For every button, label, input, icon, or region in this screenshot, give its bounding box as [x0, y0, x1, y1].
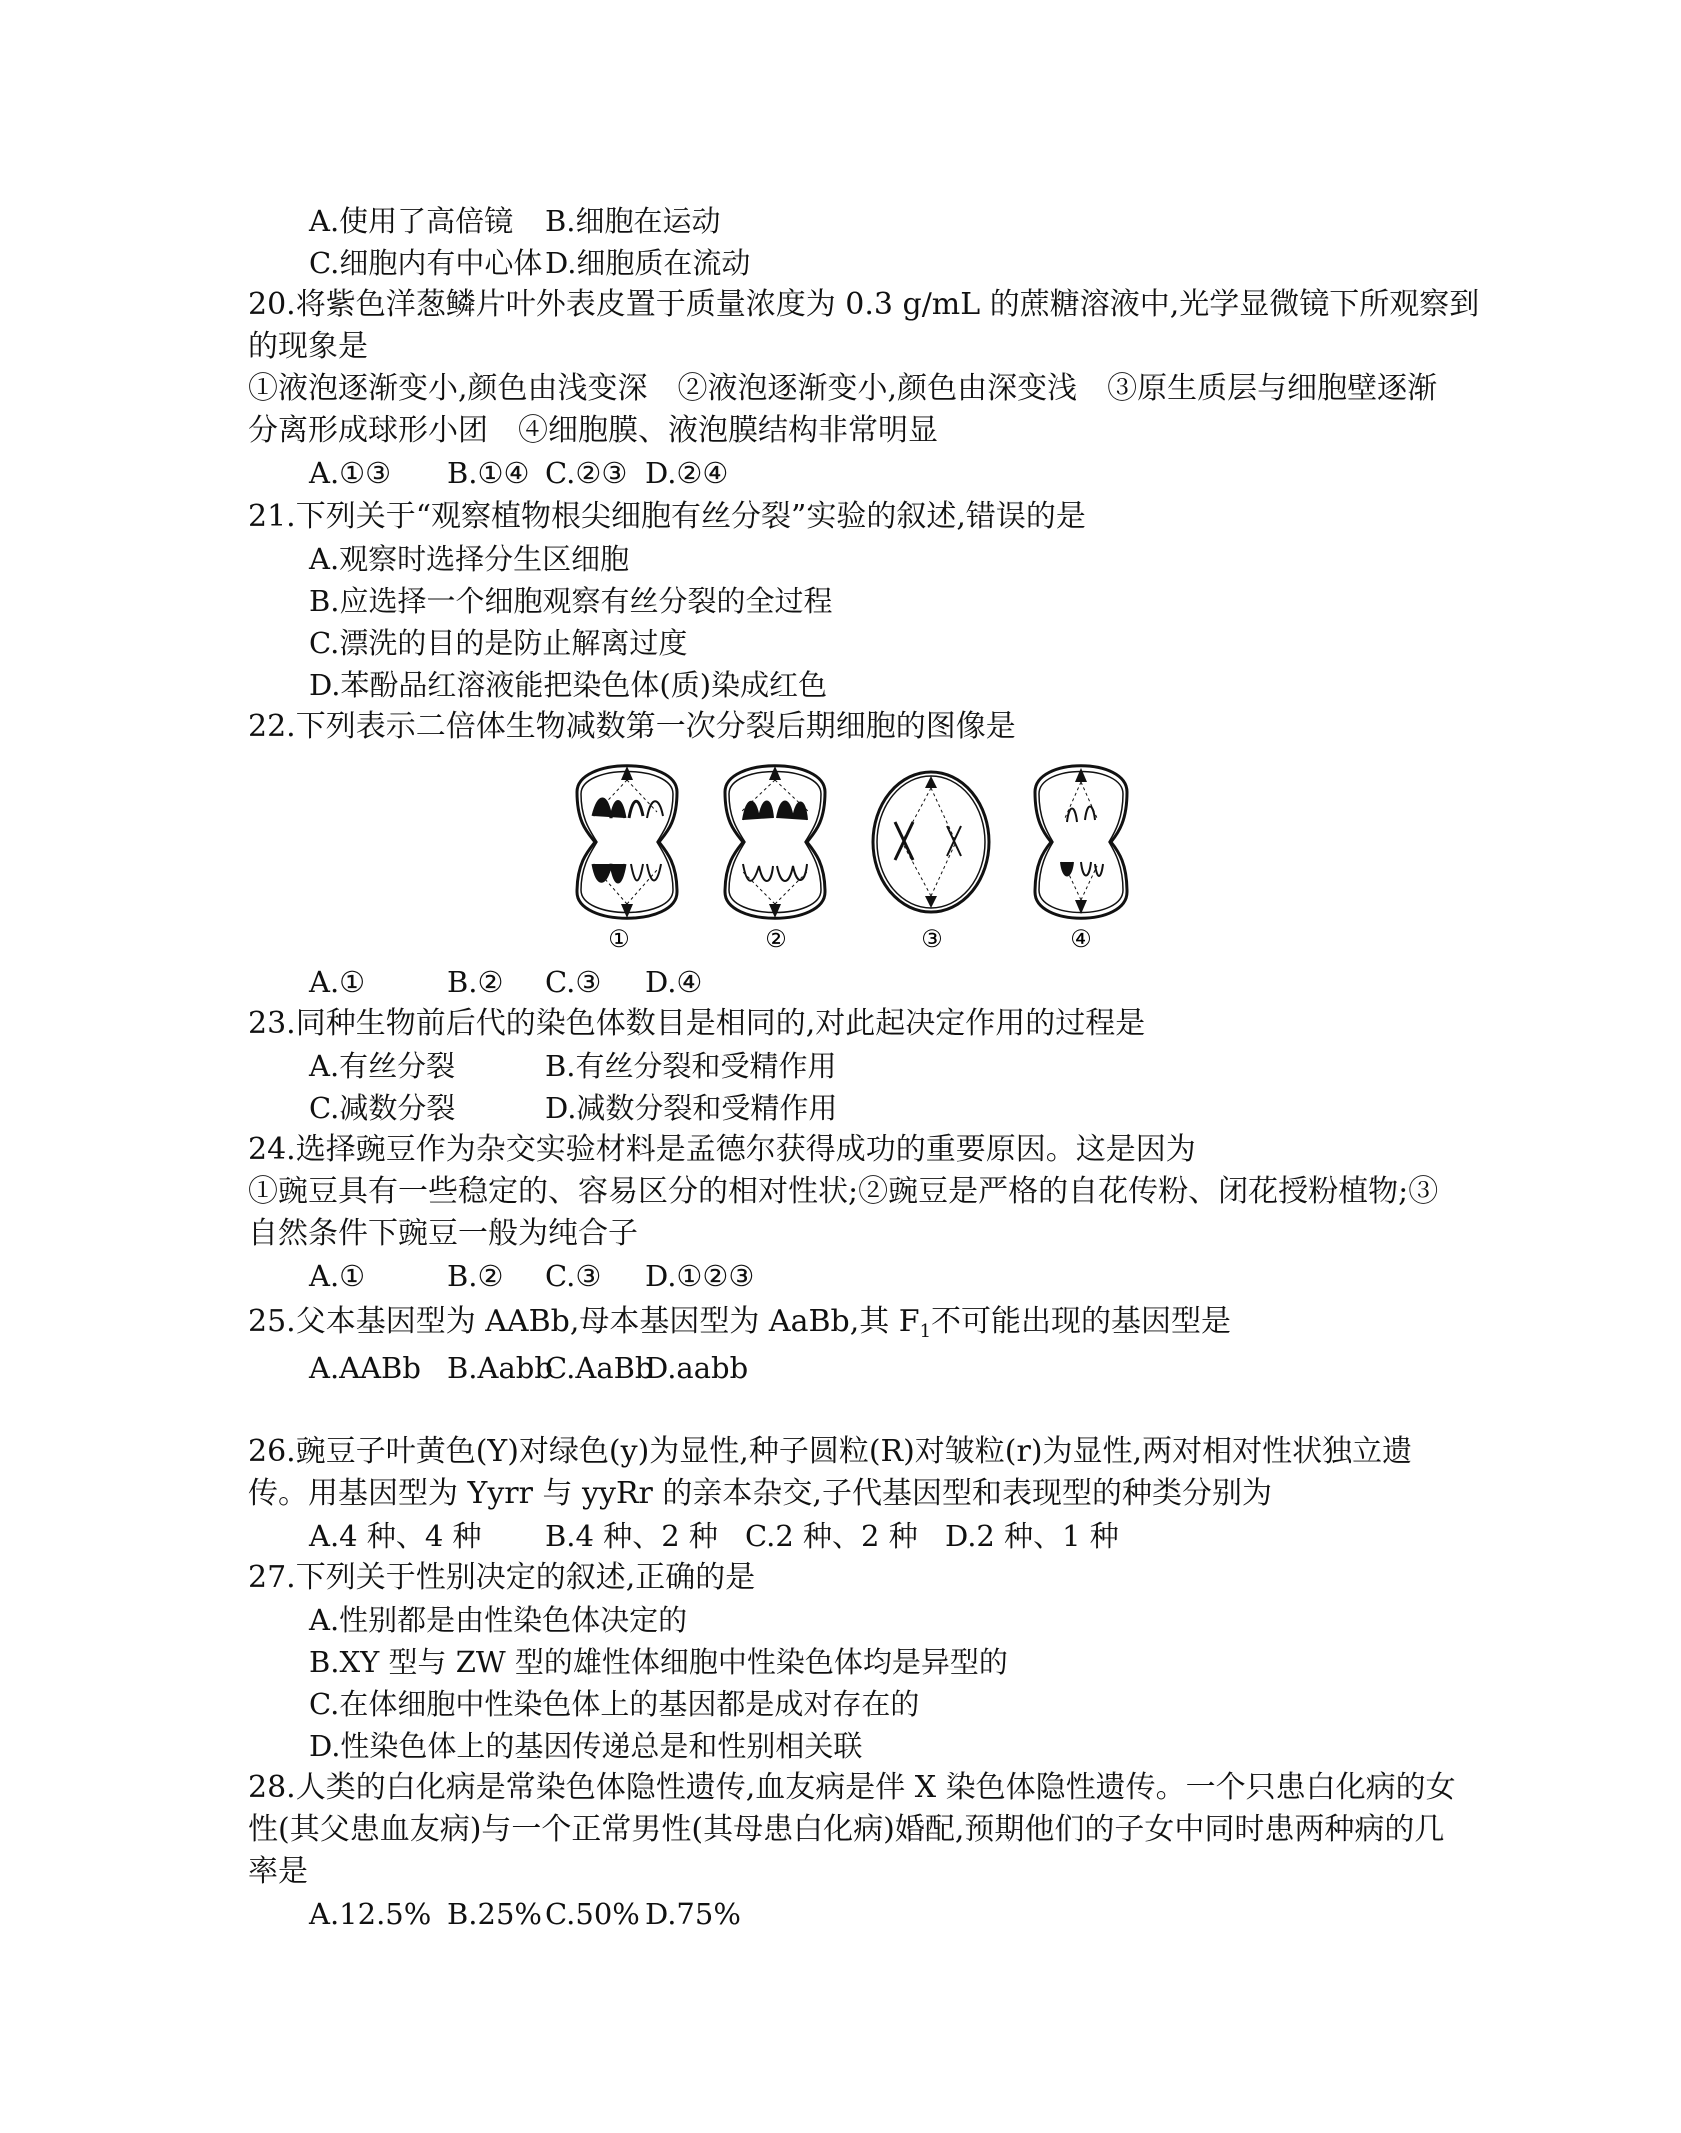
- q20-stem-line1: 20.将紫色洋葱鳞片叶外表皮置于质量浓度为 0.3 g/mL 的蔗糖溶液中,光学显微镜下所观察到: [248, 287, 1480, 322]
- q21-stem: 21.下列关于“观察植物根尖细胞有丝分裂”实验的叙述,错误的是: [248, 499, 1086, 534]
- q28-option-c: C.50%: [545, 1897, 640, 1931]
- q26-option-b: B.4 种、2 种: [545, 1519, 718, 1553]
- q25-option-b: B.Aabb: [447, 1351, 553, 1385]
- cell-1-label: ①: [608, 925, 630, 952]
- q22-option-d: D.④: [645, 965, 703, 999]
- q26-option-d: D.2 种、1 种: [945, 1519, 1119, 1553]
- q27-option-a: A.性别都是由性染色体决定的: [309, 1603, 688, 1637]
- q25-stem-subscript: 1: [919, 1321, 932, 1342]
- q27-option-c: C.在体细胞中性染色体上的基因都是成对存在的: [309, 1687, 920, 1721]
- cell-3-diagram: [873, 772, 989, 912]
- q20-option-b: B.①④: [447, 456, 530, 490]
- q28-option-d: D.75%: [645, 1897, 741, 1931]
- q19-option-b: B.细胞在运动: [545, 204, 721, 238]
- q28-option-a: A.12.5%: [309, 1897, 432, 1931]
- cell-4-diagram: [1035, 766, 1127, 919]
- q23-option-b: B.有丝分裂和受精作用: [545, 1049, 837, 1083]
- q24-option-a: A.①: [309, 1259, 366, 1293]
- q28-stem-line2: 性(其父患血友病)与一个正常男性(其母患白化病)婚配,预期他们的子女中同时患两种病的几: [248, 1812, 1445, 1847]
- q23-stem: 23.同种生物前后代的染色体数目是相同的,对此起决定作用的过程是: [248, 1006, 1146, 1041]
- q26-option-a: A.4 种、4 种: [309, 1519, 482, 1553]
- q21-option-c: C.漂洗的目的是防止解离过度: [309, 626, 688, 660]
- q24-statements-line1: ①豌豆具有一些稳定的、容易区分的相对性状;②豌豆是严格的自花传粉、闭花授粉植物;③: [248, 1174, 1439, 1209]
- q20-stem-line2: 的现象是: [248, 329, 368, 364]
- cell-4-label: ④: [1070, 925, 1092, 952]
- q22-option-c: C.③: [545, 965, 602, 999]
- q23-option-c: C.减数分裂: [309, 1091, 456, 1125]
- cell-3-label: ③: [921, 925, 943, 952]
- q23-option-d: D.减数分裂和受精作用: [545, 1091, 838, 1125]
- q24-option-c: C.③: [545, 1259, 602, 1293]
- q28-stem-line1: 28.人类的白化病是常染色体隐性遗传,血友病是伴 X 染色体隐性遗传。一个只患白化病的女: [248, 1770, 1456, 1805]
- q22-stem: 22.下列表示二倍体生物减数第一次分裂后期细胞的图像是: [248, 709, 1016, 744]
- q22-option-a: A.①: [309, 965, 366, 999]
- q25-option-d: D.aabb: [645, 1351, 749, 1385]
- q19-option-c: C.细胞内有中心体: [309, 246, 543, 280]
- cell-division-figure: [557, 752, 1177, 952]
- q27-option-d: D.性染色体上的基因传递总是和性别相关联: [309, 1729, 863, 1763]
- q19-option-a: A.使用了高倍镜: [309, 204, 514, 238]
- q27-option-b: B.XY 型与 ZW 型的雄性体细胞中性染色体均是异型的: [309, 1645, 1008, 1679]
- q27-stem: 27.下列关于性别决定的叙述,正确的是: [248, 1560, 756, 1595]
- q20-option-c: C.②③: [545, 456, 628, 490]
- q25-stem-after: 不可能出现的基因型是: [931, 1304, 1232, 1339]
- q21-option-a: A.观察时选择分生区细胞: [309, 542, 630, 576]
- cell-2-label: ②: [765, 925, 787, 952]
- q28-option-b: B.25%: [447, 1897, 542, 1931]
- q21-option-b: B.应选择一个细胞观察有丝分裂的全过程: [309, 584, 833, 618]
- q24-option-b: B.②: [447, 1259, 504, 1293]
- q20-option-d: D.②④: [645, 456, 729, 490]
- q25-option-a: A.AABb: [309, 1351, 421, 1385]
- q24-option-d: D.①②③: [645, 1259, 755, 1293]
- q26-option-c: C.2 种、2 种: [745, 1519, 918, 1553]
- q25-stem: [248, 1302, 1231, 1352]
- q20-statements-line1: ①液泡逐渐变小,颜色由浅变深 ②液泡逐渐变小,颜色由深变浅 ③原生质层与细胞壁逐渐: [248, 371, 1438, 406]
- q21-option-d: D.苯酚品红溶液能把染色体(质)染成红色: [309, 668, 828, 702]
- q20-statements-line2: 分离形成球形小团 ④细胞膜、液泡膜结构非常明显: [248, 413, 938, 448]
- q25-stem-before: 25.父本基因型为 AABb,母本基因型为 AaBb,其 F: [248, 1304, 920, 1339]
- q26-stem-line1: 26.豌豆子叶黄色(Y)对绿色(y)为显性,种子圆粒(R)对皱粒(r)为显性,两对相对性状独立遗: [248, 1434, 1413, 1469]
- q28-stem-line3: 率是: [248, 1854, 308, 1889]
- q20-option-a: A.①③: [309, 456, 392, 490]
- q24-stem: 24.选择豌豆作为杂交实验材料是孟德尔获得成功的重要原因。这是因为: [248, 1132, 1196, 1167]
- q26-stem-line2: 传。用基因型为 Yyrr 与 yyRr 的亲本杂交,子代基因型和表现型的种类分别为: [248, 1476, 1272, 1511]
- q19-option-d: D.细胞质在流动: [545, 246, 751, 280]
- cell-2-diagram: [725, 766, 825, 919]
- q24-statements-line2: 自然条件下豌豆一般为纯合子: [248, 1216, 638, 1251]
- q23-option-a: A.有丝分裂: [309, 1049, 456, 1083]
- cell-1-diagram: [577, 766, 677, 919]
- q25-option-c: C.AaBb: [545, 1351, 654, 1385]
- q22-option-b: B.②: [447, 965, 504, 999]
